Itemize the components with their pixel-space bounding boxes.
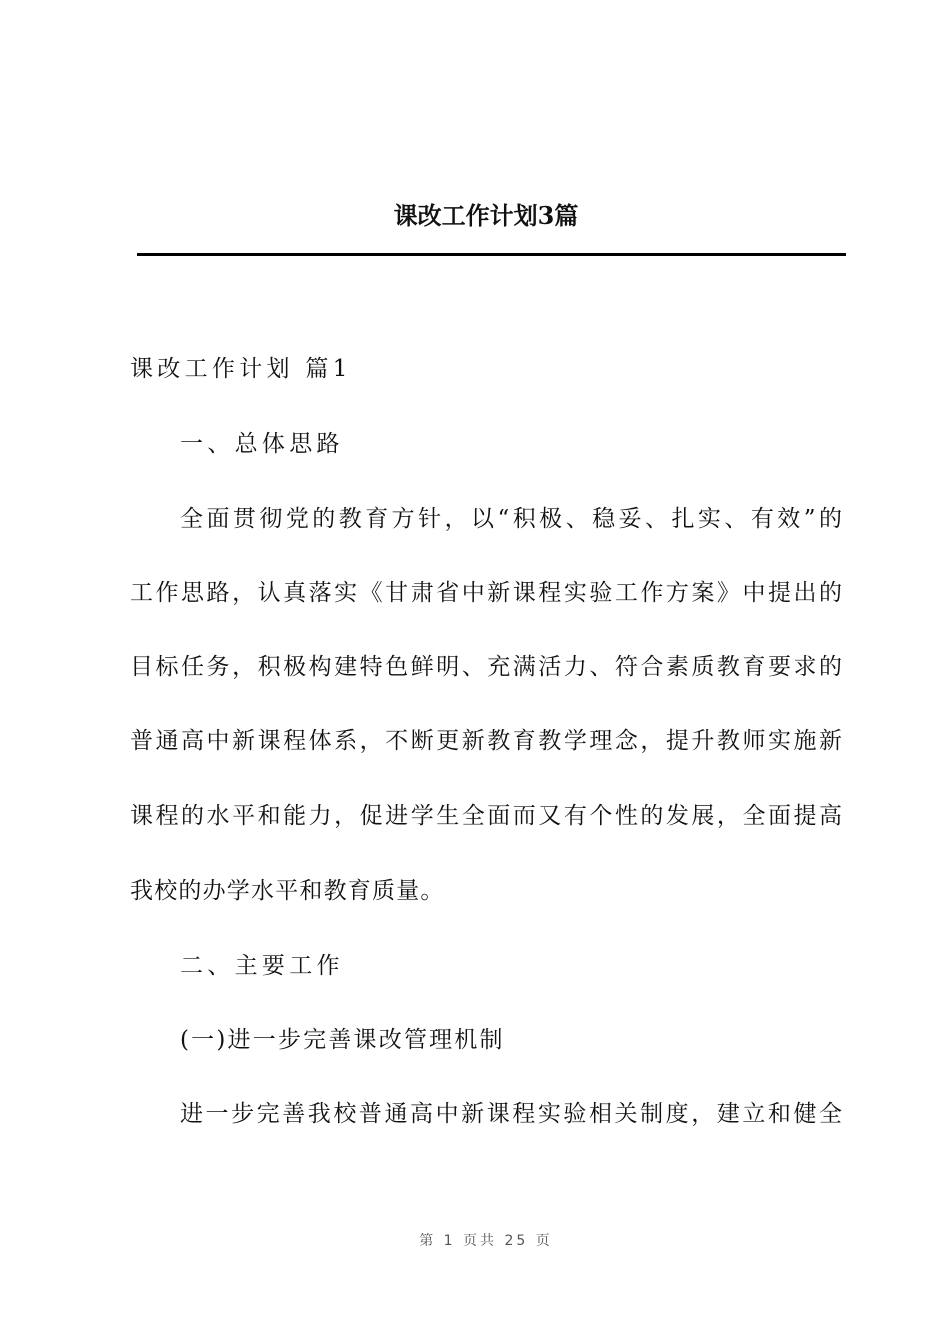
section-heading: 课改工作计划 篇1 [130,356,352,382]
paragraph-line: 目标任务，积极构建特色鲜明、充满活力、符合素质教育要求的 [130,654,842,680]
page-number-footer: 第 1 页共 25 页 [419,1233,553,1249]
paragraph-line: 我校的办学水平和教育质量。 [130,878,445,904]
subheading-item-one: (一)进一步完善课改管理机制 [180,1027,505,1053]
paragraph-line: 课程的水平和能力，促进学生全面而又有个性的发展，全面提高 [130,803,842,829]
subheading-overall-approach: 一、总体思路 [180,431,344,457]
document-title: 课改工作计划3篇 [393,201,579,230]
paragraph-line: 全面贯彻党的教育方针，以“积极、稳妥、扎实、有效”的 [180,506,842,532]
paragraph-line: 普通高中新课程体系，不断更新教育教学理念，提升教师实施新 [130,728,842,754]
paragraph-line: 工作思路，认真落实《甘肃省中新课程实验工作方案》中提出的 [130,580,842,606]
paragraph-line: 进一步完善我校普通高中新课程实验相关制度，建立和健全 [180,1101,842,1127]
title-divider [137,253,846,256]
subheading-main-work: 二、主要工作 [180,953,344,979]
